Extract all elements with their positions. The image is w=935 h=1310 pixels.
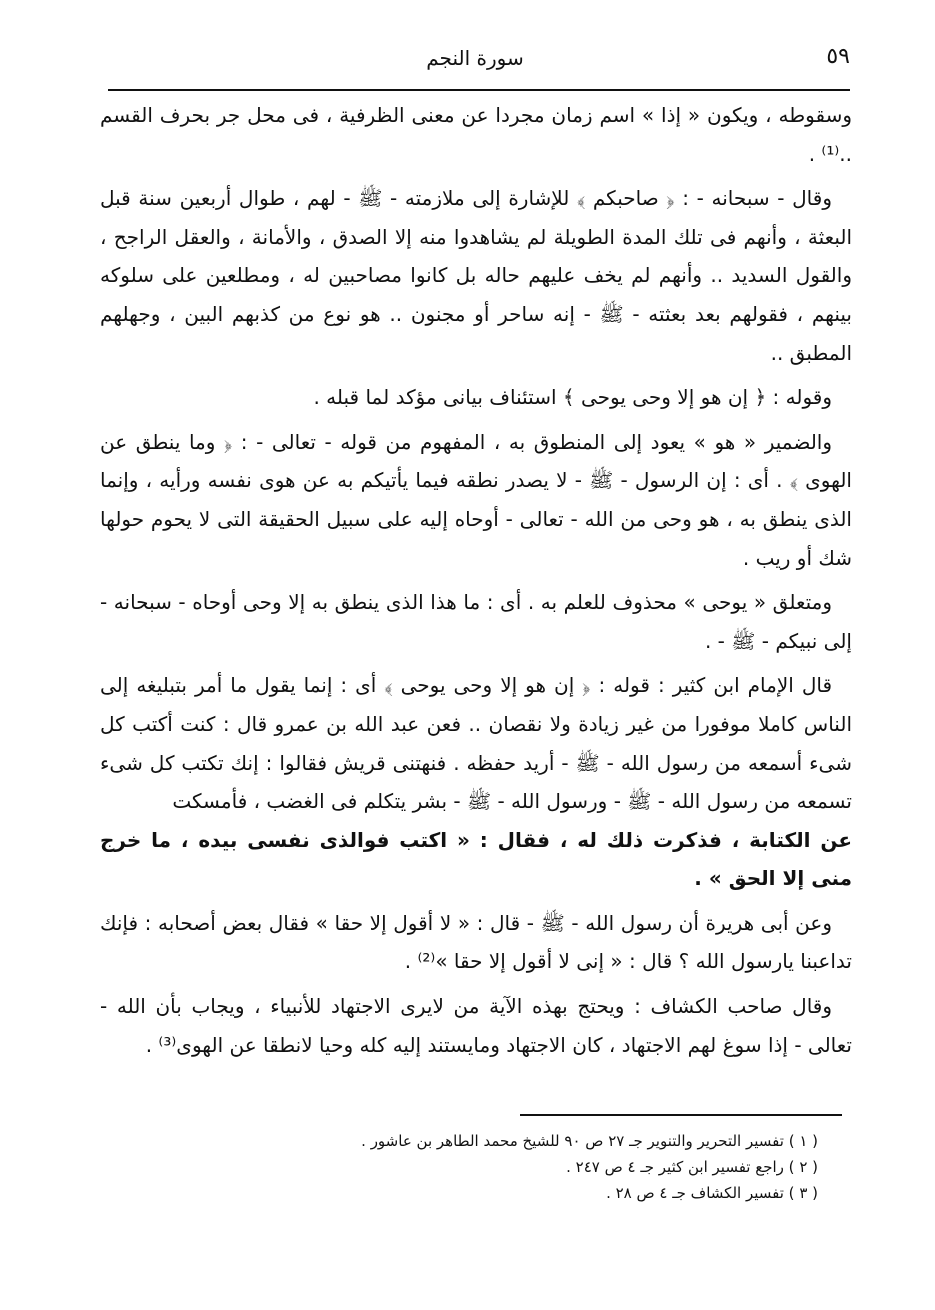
paragraph-7: عن الكتابة ، فذكرت ذلك له ، فقال : « اكتب فوالذى نفسى بيده ، ما خرج منى إلا الحق » . — [100, 827, 852, 891]
paragraph-3: وقوله : ﴿ إن هو إلا وحى يوحى ﴾ استئناف بيانى مؤكد لما قبله . — [313, 385, 832, 410]
footnote-3: ( ٣ ) تفسير الكشاف جـ ٤ ص ٢٨ . — [606, 1184, 818, 1202]
paragraph-5: ومتعلق « يوحى » محذوف للعلم به . أى : ما هذا الذى ينطق به إلا وحى أوحاه - سبحانه - إلى نبيكم - ﷺ - . — [100, 590, 852, 653]
footnote-2: ( ٢ ) راجع تفسير ابن كثير جـ ٤ ص ٢٤٧ . — [566, 1158, 818, 1176]
footnotes — [100, 1128, 818, 1206]
page-header — [100, 38, 850, 88]
page-number: ٥٩ — [826, 44, 850, 69]
paragraph-9: وقال صاحب الكشاف : ويحتج بهذه الآية من لايرى الاجتهاد للأنبياء ، ويجاب بأن الله - تعالى - إذا سوغ لهم الاجتهاد ، كان الاجتهاد ومايستند إليه كله وحيا لانطقا عن الهوى⁽³⁾ . — [100, 994, 852, 1057]
main-text — [100, 96, 852, 1064]
header-rule — [108, 89, 850, 91]
paragraph-1: وسقوطه ، ويكون « إذا » اسم زمان مجردا عن معنى الظرفية ، فى محل جر بحرف القسم ..⁽¹⁾ . — [100, 103, 852, 166]
running-title: سورة النجم — [426, 46, 524, 70]
paragraph-2: وقال - سبحانه - : ﴿ صاحبكم ﴾ للإشارة إلى ملازمته - ﷺ - لهم ، طوال أربعين سنة قبل البعثة ، وأنهم فى تلك المدة الطويلة لم يشاهدوا منه إلا الصدق ، والأمانة ، والعقل الراجح ، والقول السديد .. وأنهم لم يخف عليهم حاله بل كانوا مصاحبين له ، ومطلعين على سلوكه بينهم ، فقولهم بعد بعثته - ﷺ - إنه ساحر أو مجنون .. هو نوع من كذبهم البين ، وجهلهم المطبق .. — [100, 186, 852, 365]
paragraph-8: وعن أبى هريرة أن رسول الله - ﷺ - قال : « لا أقول إلا حقا » فقال بعض أصحابه : فإنك تداعبنا يارسول الله ؟ قال : « إنى لا أقول إلا حقا »⁽²⁾ . — [100, 910, 852, 974]
paragraph-4: والضمير « هو » يعود إلى المنطوق به ، المفهوم من قوله - تعالى - : ﴿ وما ينطق عن الهوى ﴾ . أى : إن الرسول - ﷺ - لا يصدر نطقه فيما يأتيكم به عن هوى نفسه ورأيه ، وإنما الذى ينطق به ، هو وحى من الله - تعالى - أوحاه إليه على سبيل الحقيقة التى لا يحوم حولها شك أو ريب . — [100, 429, 852, 570]
footnote-rule — [520, 1114, 842, 1116]
footnote-1: ( ١ ) تفسير التحرير والتنوير جـ ٢٧ ص ٩٠ للشيخ محمد الطاهر بن عاشور . — [361, 1132, 818, 1150]
paragraph-6: قال الإمام ابن كثير : قوله : ﴿ إن هو إلا وحى يوحى ﴾ أى : إنما يقول ما أمر بتبليغه إلى الناس كاملا موفورا من غير زيادة ولا نقصان .. فعن عبد الله بن عمرو قال : كنت أكتب كل شىء أسمعه من رسول الله - ﷺ - أريد حفظه . فنهتنى قريش فقالوا : إنك تكتب كل شىء تسمعه من رسول الله - ﷺ - ورسول الله - ﷺ - بشر يتكلم فى الغضب ، فأمسكت — [100, 673, 852, 814]
